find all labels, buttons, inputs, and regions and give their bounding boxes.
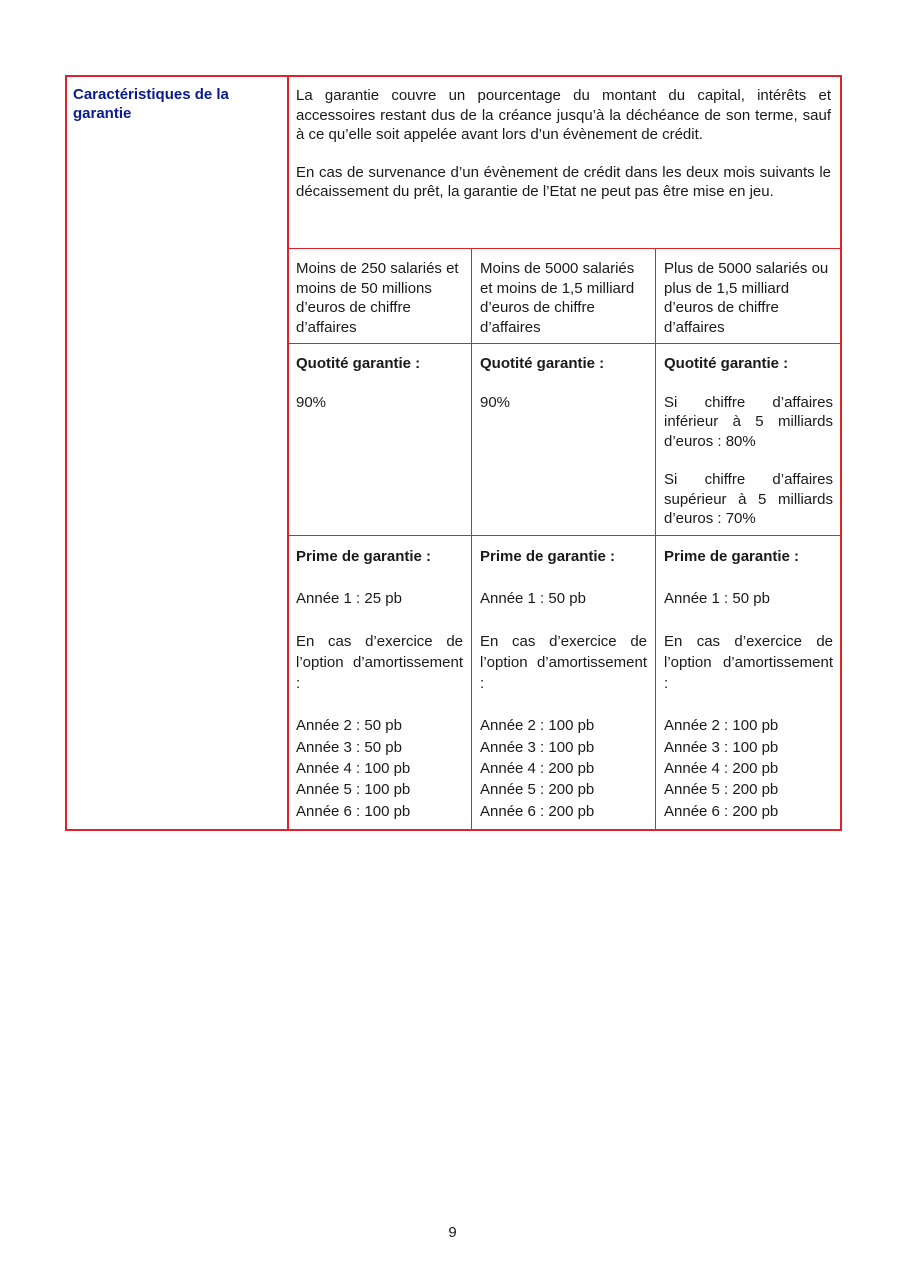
quotite-value: Si chiffre d’affaires inférieur à 5 milliards d’euros : 80% xyxy=(664,393,833,450)
prime-year: Année 5 : 100 pb xyxy=(296,781,411,799)
quotite-value: Si chiffre d’affaires supérieur à 5 milliards d’euros : 70% xyxy=(664,471,833,527)
quotite-value: 90% xyxy=(296,393,327,411)
prime-year-1: Année 1 : 50 pb xyxy=(480,590,586,608)
quotite-value: 90% xyxy=(480,393,511,411)
prime-year: Année 4 : 200 pb xyxy=(480,760,595,778)
prime-year: Année 2 : 100 pb xyxy=(480,717,595,735)
prime-year: Année 3 : 50 pb xyxy=(296,738,402,756)
page-number: 9 xyxy=(448,1224,457,1241)
prime-cell xyxy=(471,535,656,831)
description-paragraph: En cas de survenance d’un évènement de crédit dans les deux mois suivants le décaissement du prêt, la garantie de l’Etat ne peut pas être mise en jeu. xyxy=(296,163,831,200)
prime-year-1: Année 1 : 25 pb xyxy=(296,590,402,608)
description-cell xyxy=(287,75,842,249)
column-header: Plus de 5000 salariés ou plus de 1,5 milliard d’euros de chiffre d’affaires xyxy=(655,248,842,344)
guarantee-table xyxy=(65,75,842,831)
quotite-cell xyxy=(655,343,842,536)
prime-year: Année 3 : 100 pb xyxy=(664,738,779,756)
prime-year: Année 5 : 200 pb xyxy=(664,781,779,799)
quotite-cell xyxy=(287,343,472,536)
description-paragraph: La garantie couvre un pourcentage du montant du capital, intérêts et accessoires restant dus de la créance jusqu’à la déchéance de son terme, sauf à ce qu’elle soit appelée avant lors d’un évènement de crédit. xyxy=(296,87,831,143)
quotite-title: Quotité garantie : xyxy=(664,355,789,372)
prime-year-1: Année 1 : 50 pb xyxy=(664,590,770,608)
prime-title: Prime de garantie : xyxy=(664,548,800,565)
prime-year: Année 2 : 100 pb xyxy=(664,717,779,735)
prime-title: Prime de garantie : xyxy=(296,548,432,565)
prime-year: Année 6 : 100 pb xyxy=(296,802,411,820)
prime-year: Année 6 : 200 pb xyxy=(664,802,779,820)
quotite-title: Quotité garantie : xyxy=(296,355,421,372)
option-text: En cas d’exercice de l’option d’amortissement : xyxy=(664,632,833,693)
prime-year: Année 4 : 100 pb xyxy=(296,760,411,778)
option-text: En cas d’exercice de l’option d’amortissement : xyxy=(480,632,647,693)
prime-title: Prime de garantie : xyxy=(480,548,616,565)
prime-year: Année 6 : 200 pb xyxy=(480,802,595,820)
prime-year: Année 4 : 200 pb xyxy=(664,760,779,778)
quotite-cell xyxy=(471,343,656,536)
prime-year: Année 3 : 100 pb xyxy=(480,738,595,756)
prime-year: Année 5 : 200 pb xyxy=(480,781,595,799)
column-header: Moins de 250 salariés et moins de 50 millions d’euros de chiffre d’affaires xyxy=(287,248,472,344)
option-text: En cas d’exercice de l’option d’amortissement : xyxy=(296,632,463,693)
column-header: Moins de 5000 salariés et moins de 1,5 milliard d’euros de chiffre d’affaires xyxy=(471,248,656,344)
prime-year: Année 2 : 50 pb xyxy=(296,717,402,735)
row-label: Caractéristiques de la garantie xyxy=(65,75,289,831)
quotite-title: Quotité garantie : xyxy=(480,355,605,372)
prime-cell xyxy=(655,535,842,831)
prime-cell xyxy=(287,535,472,831)
